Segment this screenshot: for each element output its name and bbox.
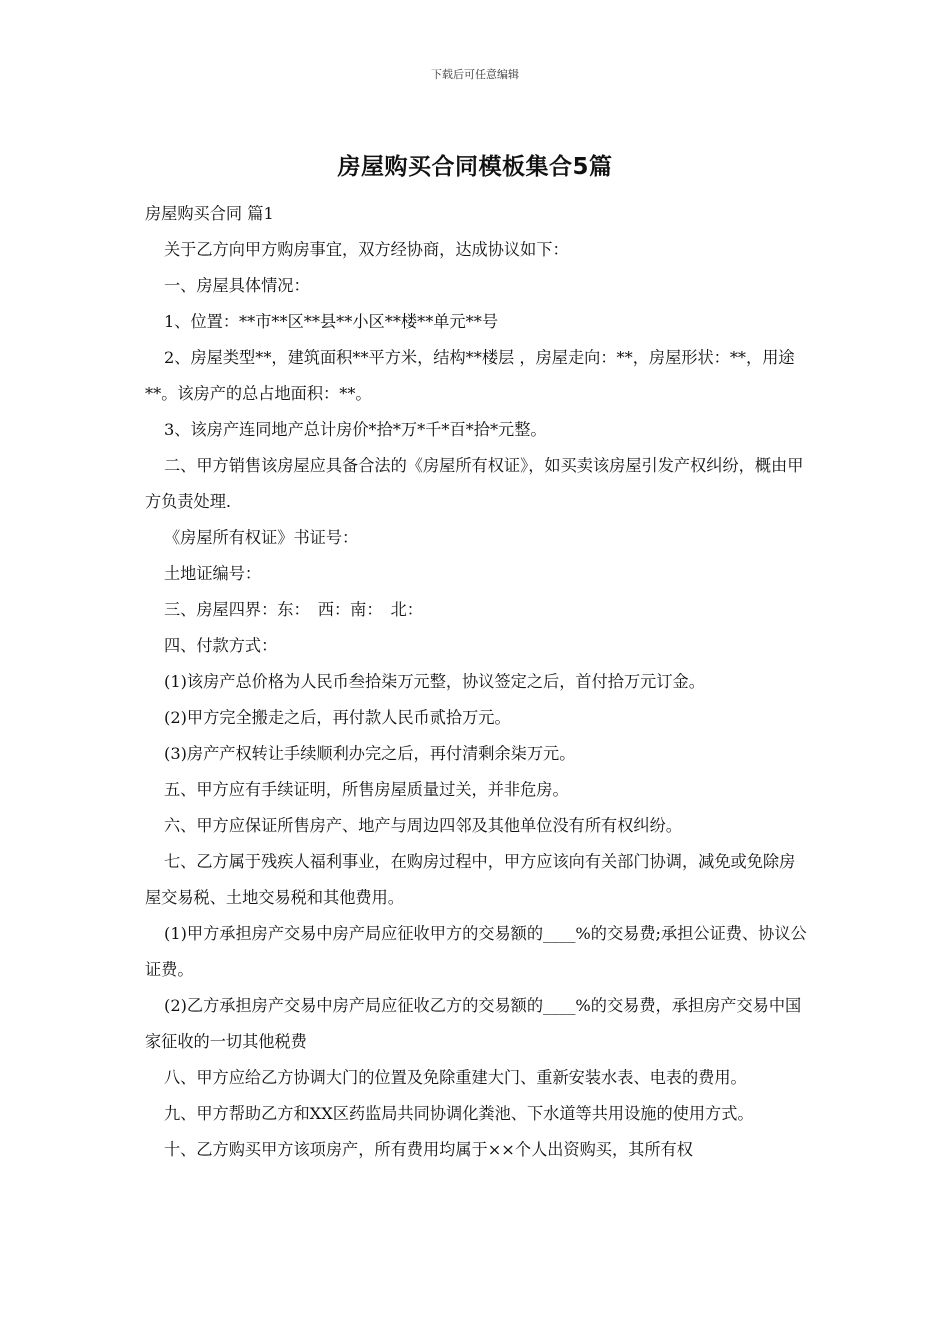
- paragraph-clause-1-3: 3、该房产连同地产总计房价*拾*万*千*百*拾*元整。: [164, 420, 547, 439]
- paragraph-clause-1: 一、房屋具体情况：: [164, 276, 310, 295]
- paragraph-clause-4: 四、付款方式：: [164, 636, 278, 655]
- section-heading: 房屋购买合同 篇1: [145, 204, 274, 223]
- paragraph-intro: 关于乙方向甲方购房事宜，双方经协商，达成协议如下：: [164, 240, 569, 259]
- paragraph-clause-1-2: 2、房屋类型**，建筑面积**平方米，结构**楼层 ，房屋走向：**，房屋形状：**，用途**。该房产的总占地面积：**。: [145, 348, 795, 403]
- paragraph-clause-6: 六、甲方应保证所售房产、地产与周边四邻及其他单位没有所有权纠纷。: [164, 816, 682, 835]
- paragraph-clause-7-2: (2)乙方承担房产交易中房产局应征收乙方的交易额的____%的交易费，承担房产交易中国家征收的一切其他税费: [145, 996, 802, 1051]
- paragraph-clause-7-1: (1)甲方承担房产交易中房产局应征收甲方的交易额的____%的交易费;承担公证费、协议公证费。: [145, 924, 807, 979]
- document-body: [145, 196, 809, 1168]
- paragraph-clause-2: 二、甲方销售该房屋应具备合法的《房屋所有权证》，如买卖该房屋引发产权纠纷，概由甲方负责处理.: [145, 456, 804, 511]
- paragraph-payment-1: (1)该房产总价格为人民币叁拾柒万元整，协议签定之后，首付拾万元订金。: [164, 672, 705, 691]
- paragraph-clause-8: 八、甲方应给乙方协调大门的位置及免除重建大门、重新安装水表、电表的费用。: [164, 1068, 747, 1087]
- paragraph-clause-9: 九、甲方帮助乙方和XX区药监局共同协调化粪池、下水道等共用设施的使用方式。: [164, 1104, 754, 1123]
- document-title: 房屋购买合同模板集合5篇: [337, 154, 613, 180]
- paragraph-clause-1-1: 1、位置：**市**区**县**小区**楼**单元**号: [164, 312, 499, 331]
- paragraph-payment-2: (2)甲方完全搬走之后，再付款人民币贰拾万元。: [164, 708, 511, 727]
- paragraph-clause-3: 三、房屋四界：东： 西：南： 北：: [164, 600, 423, 619]
- paragraph-clause-5: 五、甲方应有手续证明，所售房屋质量过关，并非危房。: [164, 780, 569, 799]
- paragraph-certificate-number: 《房屋所有权证》书证号：: [164, 528, 359, 547]
- paragraph-land-certificate: 土地证编号：: [164, 564, 262, 583]
- header-note: 下载后可任意编辑: [431, 68, 519, 81]
- paragraph-clause-10: 十、乙方购买甲方该项房产，所有费用均属于××个人出资购买，其所有权: [164, 1140, 693, 1159]
- paragraph-payment-3: (3)房产产权转让手续顺利办完之后，再付清剩余柒万元。: [164, 744, 576, 763]
- paragraph-clause-7: 七、乙方属于残疾人福利事业，在购房过程中，甲方应该向有关部门协调，减免或免除房屋交易税、土地交易税和其他费用。: [145, 852, 796, 907]
